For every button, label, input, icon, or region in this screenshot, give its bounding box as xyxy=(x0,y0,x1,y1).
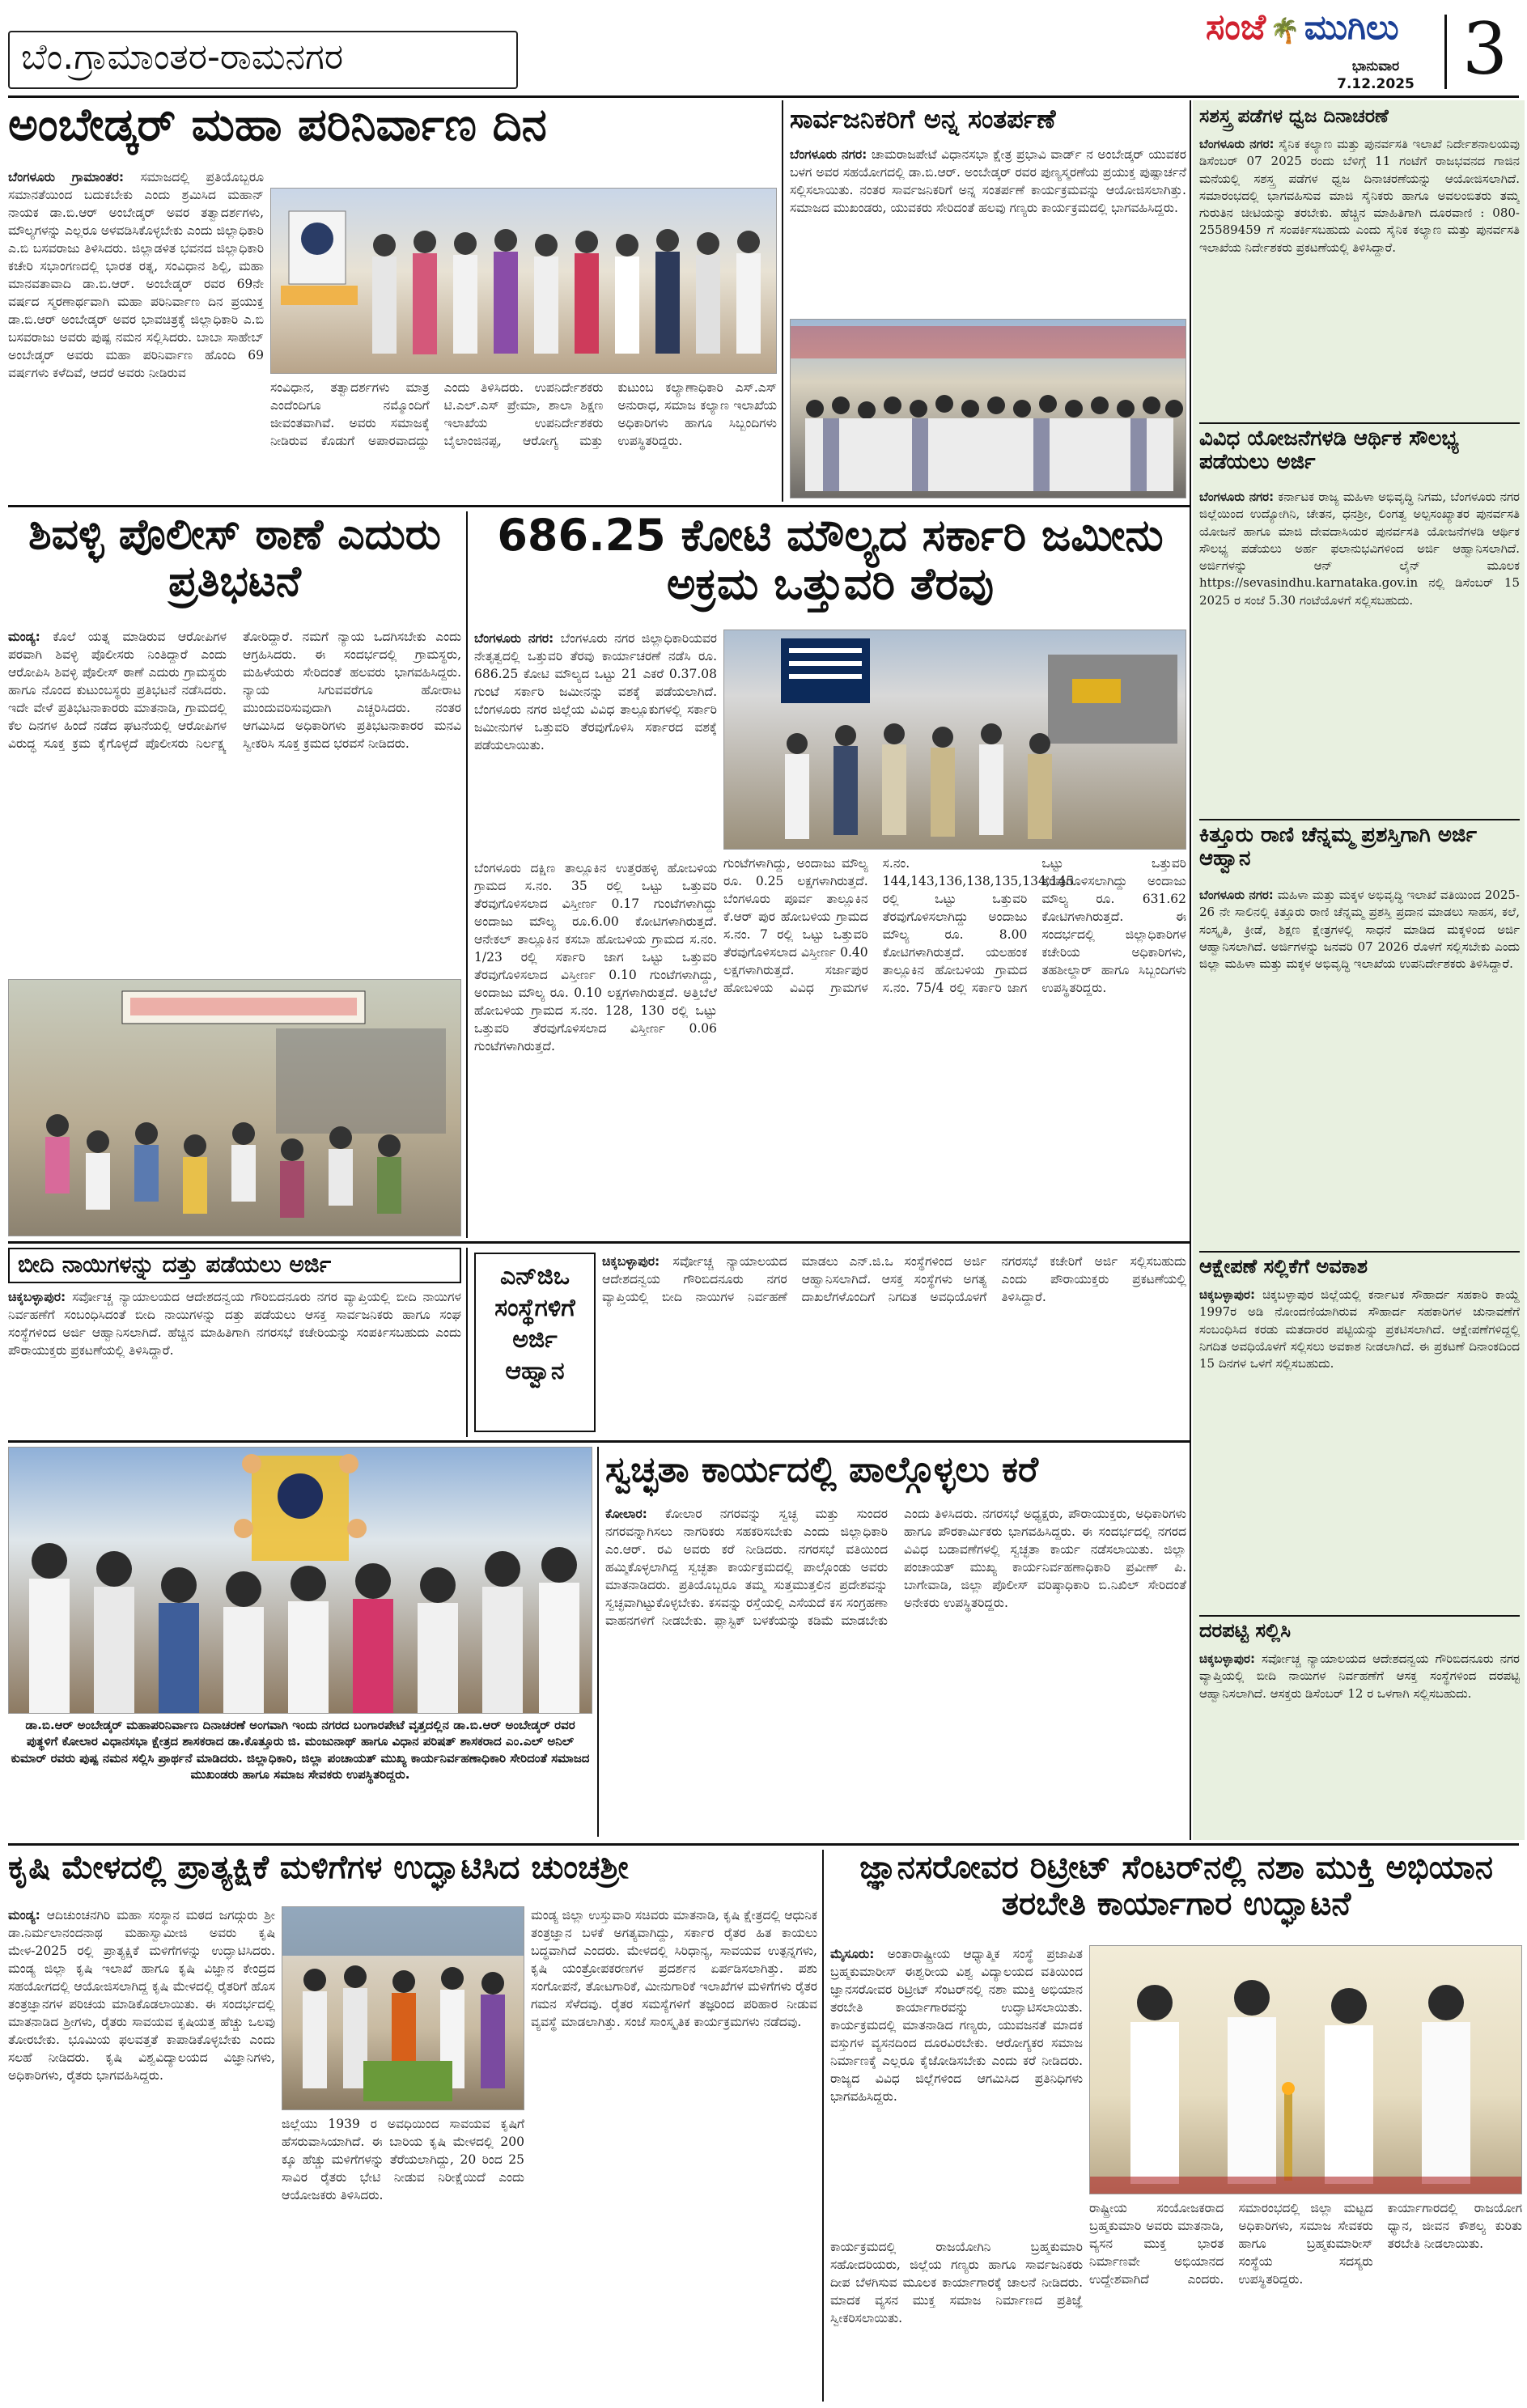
krishi-text-mid: ಜಿಲ್ಲೆಯು 1939 ರ ಅವಧಿಯಿಂದ ಸಾವಯವ ಕೃಷಿಗೆ ಹೆಸರುವಾಸಿಯಾಗಿದೆ. ಈ ಬಾರಿಯ ಕೃಷಿ ಮೇಳದಲ್ಲಿ 200 ಕ್ಕೂ ಹೆಚ್ಚು ಮಳಿಗೆಗಳನ್ನು ತೆರೆಯಲಾಗಿದ್ದು, 20 ರಿಂದ 25 ಸಾವಿರ ರೈತರು ಭೇಟಿ ನೀಡುವ ನಿರೀಕ್ಷೆಯಿದೆ ಎಂದು ಆಯೋಜಕರು ತಿಳಿಸಿದರು. xyxy=(282,2117,524,2202)
ambedkar-dateline: ಬೆಂಗಳೂರು ಗ್ರಾಮಾಂತರ: xyxy=(8,170,125,184)
anna-body xyxy=(790,146,1186,314)
chennamma-text: ಮಹಿಳಾ ಮತ್ತು ಮಕ್ಕಳ ಅಭಿವೃದ್ಧಿ ಇಲಾಖೆ ವತಿಯಿಂದ 2025-26 ನೇ ಸಾಲಿನಲ್ಲಿ ಕಿತ್ತೂರು ರಾಣಿ ಚೆನ್ನಮ್ಮ ಪ್ರಶಸ್ತಿ ಪ್ರದಾನ ಮಾಡಲು ಸಾಹಸ, ಕಲೆ, ಸಂಸ್ಕೃತಿ, ಕ್ರೀಡೆ, ಶಿಕ್ಷಣ ಕ್ಷೇತ್ರಗಳಲ್ಲಿ ಸಾಧನೆ ಮಾಡಿದ ಮಕ್ಕಳಿಂದ ಅರ್ಜಿ ಆಹ್ವಾನಿಸಲಾಗಿದೆ. ಅರ್ಜಿಗಳನ್ನು ಜನವರಿ 07 2026 ರೊಳಗೆ ಸಲ್ಲಿಸಬೇಕು ಎಂದು ಜಿಲ್ಲಾ ಮಹಿಳಾ ಮತ್ತು ಮಕ್ಕಳ ಅಭಿವೃದ್ಧಿ ಇಲಾಖೆಯ ಉಪನಿರ್ದೇಶಕರು ತಿಳಿಸಿದ್ದಾರೆ. xyxy=(1199,888,1520,972)
krishi-body-right xyxy=(531,1906,817,2402)
krishi-body-left xyxy=(8,1906,275,2402)
stray-headline-box xyxy=(8,1248,461,1283)
ngo-dateline: ಚಿಕ್ಕಬಳ್ಳಾಪುರ: xyxy=(602,1254,660,1269)
stray-dateline: ಚಿಕ್ಕಬಳ್ಳಾಪುರ: xyxy=(8,1290,66,1304)
ambedkar-photo-art xyxy=(271,189,777,374)
saplings-text: ಸರ್ವೋಚ್ಚ ನ್ಯಾಯಾಲಯದ ಆದೇಶದನ್ವಯ ಗೌರಿಬಿದನೂರು ನಗರ ವ್ಯಾಪ್ತಿಯಲ್ಲಿ ಬೀದಿ ನಾಯಿಗಳ ನಿರ್ವಹಣೆಗೆ ಆಸಕ್ತ ಸಂಸ್ಥೆಗಳಿಂದ ದರಪಟ್ಟಿ ಆಹ್ವಾನಿಸಲಾಗಿದೆ. ಆಸಕ್ತರು ಡಿಸೆಂಬರ್ 12 ರ ಒಳಗಾಗಿ ಸಲ್ಲಿಸಬಹುದು. xyxy=(1199,1651,1520,1701)
ambedkar-text-bottom: ಸಂವಿಧಾನ, ತತ್ವಾದರ್ಶಗಳು ಮಾತ್ರ ಎಂದೆಂದಿಗೂ ನಮ್ಮೊಂದಿಗೆ ಜೀವಂತವಾಗಿವೆ. ಅವರು ಸಮಾಜಕ್ಕೆ ನೀಡಿರುವ ಕೊಡುಗೆ ಅಪಾರವಾದದ್ದು ಎಂದು ತಿಳಿಸಿದರು. ಉಪನಿರ್ದೇಶಕರು ಟಿ.ಎಲ್.ಎಸ್ ಪ್ರೇಮಾ, ಶಾಲಾ ಶಿಕ್ಷಣ ಇಲಾಖೆಯ ಉಪನಿರ್ದೇಶಕರು ಬೈಲಾಂಜಿನಪ್ಪ, ಆರೋಗ್ಯ ಮತ್ತು ಕುಟುಂಬ ಕಲ್ಯಾಣಾಧಿಕಾರಿ ಎಸ್.ಎಸ್ ಅನುರಾಧ, ಸಮಾಜ ಕಲ್ಯಾಣ ಇಲಾಖೆಯ ಅಧಿಕಾರಿಗಳು ಹಾಗೂ ಸಿಬ್ಬಂದಿಗಳು ಉಪಸ್ಥಿತರಿದ್ದರು. xyxy=(270,380,777,448)
schemes-dateline: ಬೆಂಗಳೂರು ನಗರ: xyxy=(1199,490,1275,504)
retreat-text-bottom: ರಾಷ್ಟ್ರೀಯ ಸಂಯೋಜಕರಾದ ಬ್ರಹ್ಮಕುಮಾರಿ ಅವರು ಮಾತನಾಡಿ, ವ್ಯಸನ ಮುಕ್ತ ಭಾರತ ನಿರ್ಮಾಣವೇ ಅಭಿಯಾನದ ಉದ್ದೇಶವಾಗಿದೆ ಎಂದರು. ಸಮಾರಂಭದಲ್ಲಿ ಜಿಲ್ಲಾ ಮಟ್ಟದ ಅಧಿಕಾರಿಗಳು, ಸಮಾಜ ಸೇವಕರು ಹಾಗೂ ಬ್ರಹ್ಮಕುಮಾರೀಸ್ ಸಂಸ್ಥೆಯ ಸದಸ್ಯರು ಉಪಸ್ಥಿತರಿದ್ದರು. ಕಾರ್ಯಾಗಾರದಲ್ಲಿ ರಾಜಯೋಗ ಧ್ಯಾನ, ಜೀವನ ಕೌಶಲ್ಯ ಕುರಿತು ತರಬೇತಿ ನೀಡಲಾಯಿತು. xyxy=(1089,2201,1522,2287)
krishi-headline: ಕೃಷಿ ಮೇಳದಲ್ಲಿ ಪ್ರಾತ್ಯಕ್ಷಿಕೆ ಮಳಿಗೆಗಳ ಉದ್ಘಾಟಿಸಿದ ಚುಂಚಶ್ರೀ xyxy=(8,1850,629,1886)
flag-day-dateline: ಬೆಂಗಳೂರು ನಗರ: xyxy=(1199,137,1275,151)
shivalli-headline: ಶಿವಳ್ಳಿ ಪೊಲೀಸ್ ಠಾಣೆ ಎದುರು ಪ್ರತಿಭಟನೆ xyxy=(28,511,441,607)
land-site-photo xyxy=(723,630,1186,850)
land-headline: 686.25 ಕೋಟಿ ಮೌಲ್ಯದ ಸರ್ಕಾರಿ ಜಮೀನು ಅಕ್ರಮ ಒತ್ತುವರಿ ತೆರವು xyxy=(497,511,1164,610)
krishi-text-right: ಮಂಡ್ಯ ಜಿಲ್ಲಾ ಉಸ್ತುವಾರಿ ಸಚಿವರು ಮಾತನಾಡಿ, ಕೃಷಿ ಕ್ಷೇತ್ರದಲ್ಲಿ ಆಧುನಿಕ ತಂತ್ರಜ್ಞಾನ ಬಳಕೆ ಅಗತ್ಯವಾಗಿದ್ದು, ಸರ್ಕಾರ ರೈತರ ಹಿತ ಕಾಯಲು ಬದ್ಧವಾಗಿದೆ ಎಂದರು. ಮೇಳದಲ್ಲಿ ಸಿರಿಧಾನ್ಯ, ಸಾವಯವ ಉತ್ಪನ್ನಗಳು, ಕೃಷಿ ಯಂತ್ರೋಪಕರಣಗಳ ಪ್ರದರ್ಶನ ಏರ್ಪಡಿಸಲಾಗಿತ್ತು. ಪಶು ಸಂಗೋಪನೆ, ತೋಟಗಾರಿಕೆ, ಮೀನುಗಾರಿಕೆ ಇಲಾಖೆಗಳ ಮಳಿಗೆಗಳು ರೈತರ ಗಮನ ಸೆಳೆದವು. ರೈತರ ಸಮಸ್ಯೆಗಳಿಗೆ ತಜ್ಞರಿಂದ ಪರಿಹಾರ ನೀಡುವ ವ್ಯವಸ್ಥೆ ಮಾಡಲಾಗಿತ್ತು. ಸಂಜೆ ಸಾಂಸ್ಕೃತಿಕ ಕಾರ್ಯಕ್ರಮಗಳು ನಡೆದವು. xyxy=(531,1908,817,2029)
schemes-title: ವಿವಿಧ ಯೋಜನೆಗಳಡಿ ಆರ್ಥಿಕ ಸೌಲಭ್ಯ ಪಡೆಯಲು ಅರ್ಜಿ xyxy=(1199,427,1459,475)
retreat-dateline: ಮೈಸೂರು: xyxy=(830,1947,875,1961)
schemes-body xyxy=(1199,489,1520,816)
retreat-text-left: ಅಂತಾರಾಷ್ಟ್ರೀಯ ಆಧ್ಯಾತ್ಮಿಕ ಸಂಸ್ಥೆ ಪ್ರಜಾಪಿತ ಬ್ರಹ್ಮಕುಮಾರೀಸ್ ಈಶ್ವರೀಯ ವಿಶ್ವ ವಿದ್ಯಾಲಯದ ವತಿಯಿಂದ ಜ್ಞಾನಸರೋವರ ರಿಟ್ರೀಟ್ ಸೆಂಟರ್‌ನಲ್ಲಿ ನಶಾ ಮುಕ್ತಿ ಅಭಿಯಾನ ತರಬೇತಿ ಕಾರ್ಯಾಗಾರವನ್ನು ಉದ್ಘಾಟಿಸಲಾಯಿತು. ಕಾರ್ಯಕ್ರಮದಲ್ಲಿ ಮಾತನಾಡಿದ ಗಣ್ಯರು, ಯುವಜನತೆ ಮಾದಕ ವಸ್ತುಗಳ ವ್ಯಸನದಿಂದ ದೂರವಿರಬೇಕು. ಆರೋಗ್ಯಕರ ಸಮಾಜ ನಿರ್ಮಾಣಕ್ಕೆ ಎಲ್ಲರೂ ಕೈಜೋಡಿಸಬೇಕು ಎಂದು ಕರೆ ನೀಡಿದರು. ರಾಜ್ಯದ ವಿವಿಧ ಜಿಲ್ಲೆಗಳಿಂದ ಆಗಮಿಸಿದ ಪ್ರತಿನಿಧಿಗಳು ಭಾಗವಹಿಸಿದ್ದರು. xyxy=(830,1947,1083,2104)
kolar-body xyxy=(605,1505,1186,1837)
stray-body xyxy=(8,1288,461,1434)
retreat-body-left xyxy=(830,1945,1083,2233)
kolar-text: ಕೋಲಾರ ನಗರವನ್ನು ಸ್ವಚ್ಛ ಮತ್ತು ಸುಂದರ ನಗರವನ್ನಾಗಿಸಲು ನಾಗರಿಕರು ಸಹಕರಿಸಬೇಕು ಎಂದು ಜಿಲ್ಲಾಧಿಕಾರಿ ಎಂ.ಆರ್. ರವಿ ಅವರು ಕರೆ ನೀಡಿದರು. ನಗರಸಭೆ ವತಿಯಿಂದ ಹಮ್ಮಿಕೊಳ್ಳಲಾಗಿದ್ದ ಸ್ವಚ್ಛತಾ ಕಾರ್ಯಕ್ರಮದಲ್ಲಿ ಪಾಲ್ಗೊಂಡು ಅವರು ಮಾತನಾಡಿದರು. ಪ್ರತಿಯೊಬ್ಬರೂ ತಮ್ಮ ಸುತ್ತಮುತ್ತಲಿನ ಪ್ರದೇಶವನ್ನು ಸ್ವಚ್ಛವಾಗಿಟ್ಟುಕೊಳ್ಳಬೇಕು. ಕಸವನ್ನು ರಸ್ತೆಯಲ್ಲಿ ಎಸೆಯದೆ ಕಸ ಸಂಗ್ರಹಣಾ ವಾಹನಗಳಿಗೆ ನೀಡಬೇಕು. ಪ್ಲಾಸ್ಟಿಕ್ ಬಳಕೆಯನ್ನು ಕಡಿಮೆ ಮಾಡಬೇಕು ಎಂದು ತಿಳಿಸಿದರು. ನಗರಸಭೆ ಅಧ್ಯಕ್ಷರು, ಪೌರಾಯುಕ್ತರು, ಅಧಿಕಾರಿಗಳು ಹಾಗೂ ಪೌರಕಾರ್ಮಿಕರು ಭಾಗವಹಿಸಿದ್ದರು. ಈ ಸಂದರ್ಭದಲ್ಲಿ ನಗರದ ವಿವಿಧ ಬಡಾವಣೆಗಳಲ್ಲಿ ಸ್ವಚ್ಛತಾ ಕಾರ್ಯ ನಡೆಸಲಾಯಿತು. ಜಿಲ್ಲಾ ಪಂಚಾಯತ್ ಮುಖ್ಯ ಕಾರ್ಯನಿರ್ವಹಣಾಧಿಕಾರಿ ಪ್ರವೀಣ್ ಪಿ. ಬಾಗೇವಾಡಿ, ಜಿಲ್ಲಾ ಪೊಲೀಸ್ ವರಿಷ್ಠಾಧಿಕಾರಿ ಬಿ.ನಿಖಿಲ್ ಸೇರಿದಂತೆ ಅನೇಕರು ಉಪಸ್ಥಿತರಿದ್ದರು. xyxy=(605,1507,1186,1628)
shivalli-text: ಕೊಲೆ ಯತ್ನ ಮಾಡಿರುವ ಆರೋಪಿಗಳ ಪರವಾಗಿ ಶಿವಳ್ಳಿ ಪೊಲೀಸರು ನಿಂತಿದ್ದಾರೆ ಎಂದು ಆರೋಪಿಸಿ ಶಿವಳ್ಳಿ ಪೊಲೀಸ್ ಠಾಣೆ ಎದುರು ಗ್ರಾಮಸ್ಥರು ಹಾಗೂ ನೊಂದ ಕುಟುಂಬಸ್ಥರು ಪ್ರತಿಭಟನೆ ನಡೆಸಿದರು. ಇದೇ ವೇಳೆ ಪ್ರತಿಭಟನಾಕಾರರು ಮಾತನಾಡಿ, ಗ್ರಾಮದಲ್ಲಿ ಕೆಲ ದಿನಗಳ ಹಿಂದೆ ನಡೆದ ಘಟನೆಯಲ್ಲಿ ಆರೋಪಿಗಳ ವಿರುದ್ಧ ಸೂಕ್ತ ಕ್ರಮ ಕೈಗೊಳ್ಳದೆ ಪೊಲೀಸರು ನಿರ್ಲಕ್ಷ್ಯ ತೋರಿದ್ದಾರೆ. ನಮಗೆ ನ್ಯಾಯ ಒದಗಿಸಬೇಕು ಎಂದು ಆಗ್ರಹಿಸಿದರು. ಈ ಸಂದರ್ಭದಲ್ಲಿ ಗ್ರಾಮಸ್ಥರು, ಮಹಿಳೆಯರು ಸೇರಿದಂತೆ ಹಲವರು ಭಾಗವಹಿಸಿದ್ದರು. ನ್ಯಾಯ ಸಿಗುವವರೆಗೂ ಹೋರಾಟ ಮುಂದುವರಿಸುವುದಾಗಿ ಎಚ್ಚರಿಸಿದರು. ನಂತರ ಆಗಮಿಸಿದ ಅಧಿಕಾರಿಗಳು ಪ್ರತಿಭಟನಾಕಾರರ ಮನವಿ ಸ್ವೀಕರಿಸಿ ಸೂಕ್ತ ಕ್ರಮದ ಭರವಸೆ ನೀಡಿದರು. xyxy=(8,630,461,751)
shivalli-body xyxy=(8,628,461,974)
kolar-headline: ಸ್ವಚ್ಛತಾ ಕಾರ್ಯದಲ್ಲಿ ಪಾಲ್ಗೊಳ್ಳಲು ಕರೆ xyxy=(605,1450,1039,1490)
palm-icon: 🌴 xyxy=(1270,17,1300,45)
stray-headline: ಬೀದಿ ನಾಯಿಗಳನ್ನು ದತ್ತು ಪಡೆಯಲು ಅರ್ಜಿ xyxy=(18,1251,332,1278)
land-body-left2: ಬೆಂಗಳೂರು ದಕ್ಷಿಣ ತಾಲ್ಲೂಕಿನ ಉತ್ತರಹಳ್ಳಿ ಹೋಬಳಿಯ ಗ್ರಾಮದ ಸ.ನಂ. 35 ರಲ್ಲಿ ಒಟ್ಟು ಒತ್ತುವರಿ ತೆರವುಗೊಳಿಸಲಾದ ವಿಸ್ತೀರ್ಣ 0.17 ಗುಂಟೆಗಳಾಗಿದ್ದು ಅಂದಾಜು ಮೌಲ್ಯ ರೂ.6.00 ಕೋಟಿಗಳಾಗಿರುತ್ತದೆ. ಆನೇಕಲ್ ತಾಲ್ಲೂಕಿನ ಕಸಬಾ ಹೋಬಳಿಯ ಗ್ರಾಮದ ಸ.ನಂ. 1/23 ರಲ್ಲಿ ಸರ್ಕಾರಿ ಜಾಗ ಒಟ್ಟು ಒತ್ತುವರಿ ತೆರವುಗೊಳಿಸಲಾದ ವಿಸ್ತೀರ್ಣ 0.10 ಗುಂಟೆಗಳಾಗಿದ್ದು, ಅಂದಾಜು ಮೌಲ್ಯ ರೂ. 0.10 ಲಕ್ಷಗಳಾಗಿರುತ್ತದೆ. ಅತ್ತಿಬೆಲೆ ಹೋಬಳಿಯ ಗ್ರಾಮದ ಸ.ನಂ. 128, 130 ರಲ್ಲಿ ಒಟ್ಟು ಒತ್ತುವರಿ ತೆರವುಗೊಳಿಸಲಾದ ವಿಸ್ತೀರ್ಣ 0.06 ಗುಂಟೆಗಳಾಗಿರುತ್ತದೆ. xyxy=(474,861,717,1054)
schemes-text: ಕರ್ನಾಟಕ ರಾಜ್ಯ ಮಹಿಳಾ ಅಭಿವೃದ್ಧಿ ನಿಗಮ, ಬೆಂಗಳೂರು ನಗರ ಜಿಲ್ಲೆಯಿಂದ ಉದ್ಯೋಗಿನಿ, ಚೇತನ, ಧನಶ್ರೀ, ಲಿಂಗತ್ವ ಅಲ್ಪಸಂಖ್ಯಾತರ ಪುನರ್ವಸತಿ ಯೋಜನೆ ಹಾಗೂ ಮಾಜಿ ದೇವದಾಸಿಯರ ಪುನರ್ವಸತಿ ಯೋಜನೆಗಳಡಿ ಆರ್ಥಿಕ ಸೌಲಭ್ಯ ಪಡೆಯಲು ಅರ್ಹ ಫಲಾನುಭವಿಗಳಿಂದ ಅರ್ಜಿ ಆಹ್ವಾನಿಸಲಾಗಿದೆ. ಅರ್ಜಿಗಳನ್ನು ಆನ್ ಲೈನ್ ಮೂಲಕ https://sevasindhu.karnataka.gov.in ನಲ್ಲಿ ಡಿಸೆಂಬರ್ 15 2025 ರ ಸಂಜೆ 5.30 ಗಂಟೆಯೊಳಗೆ ಸಲ್ಲಿಸಬಹುದು. xyxy=(1199,490,1520,608)
anna-photo-art xyxy=(791,320,1186,498)
section-label-box xyxy=(8,31,518,89)
section-label: ಬೆಂ.ಗ್ರಾಮಾಂತರ-ರಾಮನಗರ xyxy=(21,36,344,78)
ngo-headline: ಎನ್‌ಜಿಒ ಸಂಸ್ಥೆಗಳಿಗೆ ಅರ್ಜಿ ಆಹ್ವಾನ xyxy=(494,1262,575,1385)
ngo-headline-box xyxy=(474,1253,596,1432)
saplings-title: ದರಪಟ್ಟಿ ಸಲ್ಲಿಸಿ xyxy=(1199,1620,1291,1642)
masthead-logo xyxy=(1206,6,1440,63)
flag-day-body xyxy=(1199,136,1520,419)
ambedkar-body-bottom xyxy=(270,379,777,502)
objection-title: ಆಕ್ಷೇಪಣೆ ಸಲ್ಲಿಕೆಗೆ ಅವಕಾಶ xyxy=(1199,1256,1368,1278)
kolar-tribute-photo xyxy=(8,1447,592,1714)
objection-text: ಚಿಕ್ಕಬಳ್ಳಾಪುರ ಜಿಲ್ಲೆಯಲ್ಲಿ ಕರ್ನಾಟಕ ಸೌಹಾರ್ದ ಸಹಕಾರಿ ಕಾಯ್ದೆ 1997ರ ಅಡಿ ನೋಂದಣಿಯಾಗಿರುವ ಸೌಹಾರ್ದ ಸಹಕಾರಿಗಳ ಚುನಾವಣೆಗೆ ಸಂಬಂಧಿಸಿದ ಕರಡು ಮತದಾರರ ಪಟ್ಟಿಯನ್ನು ಪ್ರಕಟಿಸಲಾಗಿದೆ. ಆಕ್ಷೇಪಣೆಗಳಿದ್ದಲ್ಲಿ ನಿಗದಿತ ಅವಧಿಯೊಳಗೆ ಸಲ್ಲಿಸಲು ಅವಕಾಶ ನೀಡಲಾಗಿದೆ. ಈ ಪ್ರಕಟಣೆ ದಿನಾಂಕದಿಂದ 15 ದಿನಗಳ ಒಳಗೆ ಸಲ್ಲಿಸಬಹುದು. xyxy=(1199,1287,1520,1371)
ambedkar-headline: ಅಂಬೇಡ್ಕರ್ ಮಹಾ ಪರಿನಿರ್ವಾಣ ದಿನ xyxy=(8,100,547,151)
chennamma-body xyxy=(1199,887,1520,1246)
anna-headline: ಸಾರ್ವಜನಿಕರಿಗೆ ಅನ್ನ ಸಂತರ್ಪಣೆ xyxy=(790,105,1056,134)
saplings-body xyxy=(1199,1651,1520,1837)
ngo-text: ಸರ್ವೋಚ್ಚ ನ್ಯಾಯಾಲಯದ ಆದೇಶದನ್ವಯ ಗೌರಿಬಿದನೂರು ನಗರ ವ್ಯಾಪ್ತಿಯಲ್ಲಿ ಬೀದಿ ನಾಯಿಗಳ ನಿರ್ವಹಣೆ ಮಾಡಲು ಎನ್.ಜಿ.ಒ ಸಂಸ್ಥೆಗಳಿಂದ ಅರ್ಜಿ ಆಹ್ವಾನಿಸಲಾಗಿದೆ. ಆಸಕ್ತ ಸಂಸ್ಥೆಗಳು ಅಗತ್ಯ ದಾಖಲೆಗಳೊಂದಿಗೆ ನಿಗದಿತ ಅವಧಿಯೊಳಗೆ ನಗರಸಭೆ ಕಚೇರಿಗೆ ಅರ್ಜಿ ಸಲ್ಲಿಸಬಹುದು ಎಂದು ಪೌರಾಯುಕ್ತರು ಪ್ರಕಟಣೆಯಲ್ಲಿ ತಿಳಿಸಿದ್ದಾರೆ. xyxy=(602,1254,1186,1304)
page-number: 3 xyxy=(1462,7,1508,91)
shivalli-dateline: ಮಂಡ್ಯ: xyxy=(8,630,40,644)
anna-group-photo xyxy=(790,319,1186,498)
land-text-top: ಬೆಂಗಳೂರು ನಗರ ಜಿಲ್ಲಾಧಿಕಾರಿಯವರ ನೇತೃತ್ವದಲ್ಲಿ ಒತ್ತುವರಿ ತೆರವು ಕಾರ್ಯಾಚರಣೆ ನಡೆಸಿ ರೂ. 686.25 ಕೋಟಿ ಮೌಲ್ಯದ ಒಟ್ಟು 21 ಎಕರೆ 0.37.08 ಗುಂಟೆ ಸರ್ಕಾರಿ ಜಮೀನನ್ನು ವಶಕ್ಕೆ ಪಡೆಯಲಾಗಿದೆ. ಬೆಂಗಳೂರು ನಗರ ಜಿಲ್ಲೆಯ ವಿವಿಧ ತಾಲ್ಲೂಕುಗಳಲ್ಲಿ ಸರ್ಕಾರಿ ಜಮೀನುಗಳ ಒತ್ತುವರಿ ತೆರವುಗೊಳಿಸಿ ಸರ್ಕಾರದ ವಶಕ್ಕೆ ಪಡೆಯಲಾಯಿತು. xyxy=(474,631,717,752)
ambedkar-group-photo xyxy=(270,188,777,374)
kolar-dateline: ಕೋಲಾರ: xyxy=(605,1507,647,1521)
anna-text: ಚಾಮರಾಜಪೇಟೆ ವಿಧಾನಸಭಾ ಕ್ಷೇತ್ರ ಪ್ರಭಾವಿ ವಾರ್ಡ್ ನ ಅಂಬೇಡ್ಕರ್ ಯುವಕರ ಬಳಗ ಅವರ ಸಹಯೋಗದಲ್ಲಿ ಡಾ.ಬಿ.ಆರ್. ಅಂಬೇಡ್ಕರ್ ರವರ ಪುಣ್ಯಸ್ಮರಣೆಯ ಪ್ರಯುಕ್ತ ಪುಷ್ಪಾರ್ಚನೆ ಸಲ್ಲಿಸಲಾಯಿತು. ನಂತರ ಸಾರ್ವಜನಿಕರಿಗೆ ಅನ್ನ ಸಂತರ್ಪಣೆ ಕಾರ್ಯಕ್ರಮವನ್ನು ಆಯೋಜಿಸಲಾಗಿತ್ತು. ಸಮಾಜದ ಮುಖಂಡರು, ಯುವಕರು ಸೇರಿದಂತೆ ಹಲವು ಗಣ್ಯರು ಕಾರ್ಯಕ್ರಮದಲ್ಲಿ ಭಾಗವಹಿಸಿದ್ದರು. xyxy=(790,147,1186,215)
kolar-caption-text: ಡಾ.ಬಿ.ಆರ್ ಅಂಬೇಡ್ಕರ್ ಮಹಾಪರಿನಿರ್ವಾಣ ದಿನಾಚರಣೆ ಅಂಗವಾಗಿ ಇಂದು ನಗರದ ಬಂಗಾರಪೇಟೆ ವೃತ್ತದಲ್ಲಿನ ಡಾ.ಬಿ.ಆರ್ ಅಂಬೇಡ್ಕರ್ ರವರ ಪುತ್ಥಳಿಗೆ ಕೋಲಾರ ವಿಧಾನಸಭಾ ಕ್ಷೇತ್ರದ ಶಾಸಕರಾದ ಡಾ.ಕೊತ್ತೂರು ಜಿ. ಮಂಜುನಾಥ್ ಹಾಗೂ ವಿಧಾನ ಪರಿಷತ್ ಶಾಸಕರಾದ ಎಂ.ಎಲ್ ಅನಿಲ್ ಕುಮಾರ್ ರವರು ಪುಷ್ಪ ನಮನ ಸಲ್ಲಿಸಿ ಪ್ರಾರ್ಥನೆ ಮಾಡಿದರು. ಜಿಲ್ಲಾಧಿಕಾರಿ, ಜಿಲ್ಲಾ ಪಂಚಾಯತ್ ಮುಖ್ಯ ಕಾರ್ಯನಿರ್ವಹಣಾಧಿಕಾರಿ ಸೇರಿದಂತೆ ಸಮಾಜದ ಮುಖಂಡರು ಹಾಗೂ ಸಮಾಜ ಸೇವಕರು ಉಪಸ್ಥಿತರಿದ್ದರು. xyxy=(11,1718,590,1782)
flag-day-text: ಸೈನಿಕ ಕಲ್ಯಾಣ ಮತ್ತು ಪುನರ್ವಸತಿ ಇಲಾಖೆ ನಿರ್ದೇಶನಾಲಯವು ಡಿಸೆಂಬರ್ 07 2025 ರಂದು ಬೆಳಿಗ್ಗೆ 11 ಗಂಟೆಗೆ ರಾಜಭವನದ ಗಾಜಿನ ಮನೆಯಲ್ಲಿ ಸಶಸ್ತ್ರ ಪಡೆಗಳ ಧ್ವಜ ದಿನಾಚರಣೆಯನ್ನು ಆಯೋಜಿಸಲಾಗಿದೆ. ಸಮಾರಂಭದಲ್ಲಿ ಭಾಗವಹಿಸುವ ಮಾಜಿ ಸೈನಿಕರು ಹಾಗೂ ಅವಲಂಬಿತರು ತಮ್ಮ ಗುರುತಿನ ಚೀಟಿಯನ್ನು ತರಬೇಕು. ಹೆಚ್ಚಿನ ಮಾಹಿತಿಗಾಗಿ ದೂರವಾಣಿ : 080-25589459 ಗೆ ಸಂಪರ್ಕಿಸಬಹುದು ಎಂದು ಸೈನಿಕ ಕಲ್ಯಾಣ ಮತ್ತು ಪುನರ್ವಸತಿ ಇಲಾಖೆಯ ನಿರ್ದೇಶಕರು ಪ್ರಕಟಣೆಯಲ್ಲಿ ತಿಳಿಸಿದ್ದಾರೆ. xyxy=(1199,137,1520,255)
krishi-text-left: ಆದಿಚುಂಚನಗಿರಿ ಮಹಾ ಸಂಸ್ಥಾನ ಮಠದ ಜಗದ್ಗುರು ಶ್ರೀ ಡಾ.ನಿರ್ಮಲಾನಂದನಾಥ ಮಹಾಸ್ವಾಮೀಜಿ ಅವರು ಕೃಷಿ ಮೇಳ-2025 ರಲ್ಲಿ ಪ್ರಾತ್ಯಕ್ಷಿಕೆ ಮಳಿಗೆಗಳನ್ನು ಉದ್ಘಾಟಿಸಿದರು. ಮಂಡ್ಯ ಜಿಲ್ಲಾ ಕೃಷಿ ಇಲಾಖೆ ಹಾಗೂ ಕೃಷಿ ವಿಜ್ಞಾನ ಕೇಂದ್ರದ ಸಹಯೋಗದಲ್ಲಿ ಆಯೋಜಿಸಲಾಗಿದ್ದ ಕೃಷಿ ಮೇಳದಲ್ಲಿ ರೈತರಿಗೆ ಹೊಸ ತಂತ್ರಜ್ಞಾನಗಳ ಪರಿಚಯ ಮಾಡಿಕೊಡಲಾಯಿತು. ಈ ಸಂದರ್ಭದಲ್ಲಿ ಮಾತನಾಡಿದ ಶ್ರೀಗಳು, ರೈತರು ಸಾವಯವ ಕೃಷಿಯತ್ತ ಹೆಚ್ಚು ಒಲವು ತೋರಬೇಕು. ಭೂಮಿಯ ಫಲವತ್ತತೆ ಕಾಪಾಡಿಕೊಳ್ಳಬೇಕು ಎಂದು ಸಲಹೆ ನೀಡಿದರು. ಕೃಷಿ ವಿಶ್ವವಿದ್ಯಾಲಯದ ವಿಜ್ಞಾನಿಗಳು, ಅಧಿಕಾರಿಗಳು, ರೈತರು ಭಾಗವಹಿಸಿದ್ದರು. xyxy=(8,1908,275,2083)
retreat-photo-art xyxy=(1090,1946,1522,2194)
land-text-bottom: ಗುಂಟೆಗಳಾಗಿದ್ದು, ಅಂದಾಜು ಮೌಲ್ಯ ರೂ. 0.25 ಲಕ್ಷಗಳಾಗಿರುತ್ತದೆ. ಬೆಂಗಳೂರು ಪೂರ್ವ ತಾಲ್ಲೂಕಿನ ಕೆ.ಆರ್ ಪುರ ಹೋಬಳಿಯ ಗ್ರಾಮದ ಸ.ನಂ. 7 ರಲ್ಲಿ ಒಟ್ಟು ಒತ್ತುವರಿ ತೆರವುಗೊಳಿಸಲಾದ ವಿಸ್ತೀರ್ಣ 0.40 ಲಕ್ಷಗಳಾಗಿರುತ್ತದೆ. ಸರ್ಜಾಪುರ ಹೋಬಳಿಯ ವಿವಿಧ ಗ್ರಾಮಗಳ ಸ.ನಂ. 144,143,136,138,135,134,145 ರಲ್ಲಿ ಒಟ್ಟು ಒತ್ತುವರಿ ತೆರವುಗೊಳಿಸಲಾಗಿದ್ದು ಅಂದಾಜು ಮೌಲ್ಯ ರೂ. 8.00 ಕೋಟಿಗಳಾಗಿರುತ್ತದೆ. ಯಲಹಂಕ ತಾಲ್ಲೂಕಿನ ಹೋಬಳಿಯ ಗ್ರಾಮದ ಸ.ನಂ. 75/4 ರಲ್ಲಿ ಸರ್ಕಾರಿ ಜಾಗ ಒಟ್ಟು ಒತ್ತುವರಿ ತೆರವುಗೊಳಿಸಲಾಗಿದ್ದು ಅಂದಾಜು ಮೌಲ್ಯ ರೂ. 631.62 ಕೋಟಿಗಳಾಗಿರುತ್ತದೆ. ಈ ಸಂದರ್ಭದಲ್ಲಿ ಜಿಲ್ಲಾಧಿಕಾರಿಗಳ ಕಚೇರಿಯ ಅಧಿಕಾರಿಗಳು, ತಹಶೀಲ್ದಾರ್ ಹಾಗೂ ಸಿಬ್ಬಂದಿಗಳು ಉಪಸ್ಥಿತರಿದ್ದರು. xyxy=(723,856,1186,995)
masthead-day: ಭಾನುವಾರ xyxy=(1351,58,1400,74)
logo-sanje: ಸಂಜೆ xyxy=(1206,6,1266,48)
retreat-headline: ಜ್ಞಾನಸರೋವರ ರಿಟ್ರೀಟ್ ಸೆಂಟರ್‌ನಲ್ಲಿ ನಶಾ ಮುಕ್ತಿ ಅಭಿಯಾನ ತರಬೇತಿ ಕಾರ್ಯಾಗಾರ ಉದ್ಘಾಟನೆ xyxy=(859,1850,1493,1923)
krishi-body-mid xyxy=(282,2115,524,2402)
retreat-lamp-photo xyxy=(1089,1945,1522,2194)
stray-text: ಸರ್ವೋಚ್ಚ ನ್ಯಾಯಾಲಯದ ಆದೇಶದನ್ವಯ ಗೌರಿಬಿದನೂರು ನಗರ ವ್ಯಾಪ್ತಿಯಲ್ಲಿ ಬೀದಿ ನಾಯಿಗಳ ನಿರ್ವಹಣೆಗೆ ಸಂಬಂಧಿಸಿದಂತೆ ಬೀದಿ ನಾಯಿಗಳನ್ನು ದತ್ತು ಪಡೆಯಲು ಆಸಕ್ತ ಸಾರ್ವಜನಿಕರು ಹಾಗೂ ಸಂಘ ಸಂಸ್ಥೆಗಳಿಂದ ಅರ್ಜಿ ಆಹ್ವಾನಿಸಲಾಗಿದೆ. ಹೆಚ್ಚಿನ ಮಾಹಿತಿಗಾಗಿ ನಗರಸಭೆ ಕಚೇರಿಯನ್ನು ಸಂಪರ್ಕಿಸಬಹುದು ಎಂದು ಪೌರಾಯುಕ್ತರು ಪ್ರಕಟಣೆಯಲ್ಲಿ ತಿಳಿಸಿದ್ದಾರೆ. xyxy=(8,1290,461,1358)
land-photo-art xyxy=(724,630,1186,850)
krishi-inauguration-photo xyxy=(282,1906,524,2110)
krishi-dateline: ಮಂಡ್ಯ: xyxy=(8,1908,40,1923)
ngo-body xyxy=(602,1253,1186,1432)
kolar-photo-art xyxy=(9,1448,592,1714)
saplings-dateline: ಚಿಕ್ಕಬಳ್ಳಾಪುರ: xyxy=(1199,1651,1255,1666)
chennamma-title: ಕಿತ್ತೂರು ರಾಣಿ ಚೆನ್ನಮ್ಮ ಪ್ರಶಸ್ತಿಗಾಗಿ ಅರ್ಜಿ ಆಹ್ವಾನ xyxy=(1199,824,1477,871)
objection-dateline: ಚಿಕ್ಕಬಳ್ಳಾಪುರ: xyxy=(1199,1287,1255,1302)
land-body-bottom xyxy=(723,854,1186,1238)
ambedkar-body xyxy=(8,168,264,502)
retreat-body-left2: ಕಾರ್ಯಕ್ರಮದಲ್ಲಿ ರಾಜಯೋಗಿನಿ ಬ್ರಹ್ಮಕುಮಾರಿ ಸಹೋದರಿಯರು, ಜಿಲ್ಲೆಯ ಗಣ್ಯರು ಹಾಗೂ ಸಾರ್ವಜನಿಕರು ದೀಪ ಬೆಳಗಿಸುವ ಮೂಲಕ ಕಾರ್ಯಾಗಾರಕ್ಕೆ ಚಾಲನೆ ನೀಡಿದರು. ಮಾದಕ ವ್ಯಸನ ಮುಕ್ತ ಸಮಾಜ ನಿರ್ಮಾಣದ ಪ್ರತಿಜ್ಞೆ ಸ್ವೀಕರಿಸಲಾಯಿತು. xyxy=(830,2240,1083,2325)
shivalli-protest-photo xyxy=(8,979,461,1236)
shivalli-photo-art xyxy=(9,980,461,1236)
krishi-photo-art xyxy=(282,1907,524,2110)
masthead-date: 7.12.2025 xyxy=(1337,76,1415,92)
kolar-photo-caption xyxy=(8,1717,592,1837)
land-dateline: ಬೆಂಗಳೂರು ನಗರ: xyxy=(474,631,554,646)
retreat-body-bottom xyxy=(1089,2199,1522,2402)
land-body-top xyxy=(474,630,717,856)
chennamma-dateline: ಬೆಂಗಳೂರು ನಗರ: xyxy=(1199,888,1274,902)
flag-day-title: ಸಶಸ್ತ್ರ ಪಡೆಗಳ ಧ್ವಜ ದಿನಾಚರಣೆ xyxy=(1199,107,1389,127)
anna-dateline: ಬೆಂಗಳೂರು ನಗರ: xyxy=(790,147,867,162)
logo-mugilu: ಮುಗಿಲು xyxy=(1304,7,1399,47)
ambedkar-text-left: ಸಮಾಜದಲ್ಲಿ ಪ್ರತಿಯೊಬ್ಬರೂ ಸಮಾನತೆಯಿಂದ ಬದುಕಬೇಕು ಎಂದು ಶ್ರಮಿಸಿದ ಮಹಾನ್ ನಾಯಕ ಡಾ.ಬಿ.ಆರ್ ಅಂಬೇಡ್ಕರ್ ಅವರ ತತ್ವಾದರ್ಶಗಳು, ಮೌಲ್ಯಗಳನ್ನು ಎಲ್ಲರೂ ಅಳವಡಿಸಿಕೊಳ್ಳಬೇಕು ಎಂದು ಜಿಲ್ಲಾಧಿಕಾರಿ ಎ.ಬಿ ಬಸವರಾಜು ತಿಳಿಸಿದರು. ಜಿಲ್ಲಾಡಳಿತ ಭವನದ ಜಿಲ್ಲಾಧಿಕಾರಿ ಕಚೇರಿ ಸಭಾಂಗಣದಲ್ಲಿ ಭಾರತ ರತ್ನ, ಸಂವಿಧಾನ ಶಿಲ್ಪಿ, ಮಹಾ ಮಾನವತಾವಾದಿ ಡಾ.ಬಿ.ಆರ್. ಅಂಬೇಡ್ಕರ್ ರವರ 69ನೇ ವರ್ಷದ ಸ್ಮರಣಾರ್ಥವಾಗಿ ಮಹಾ ಪರಿನಿರ್ವಾಣ ದಿನ ಪ್ರಯುಕ್ತ ಡಾ.ಬಿ.ಆರ್ ಅಂಬೇಡ್ಕರ್ ಅವರ ಭಾವಚಿತ್ರಕ್ಕೆ ಜಿಲ್ಲಾಧಿಕಾರಿ ಎ.ಬಿ ಬಸವರಾಜು ಅವರು ಪುಷ್ಪ ನಮನ ಸಲ್ಲಿಸಿದರು. ಬಾಬಾ ಸಾಹೇಬ್ ಅಂಬೇಡ್ಕರ್ ಅವರು ಮಹಾ ಪರಿನಿರ್ವಾಣ ಹೊಂದಿ 69 ವರ್ಷಗಳು ಕಳೆದಿವೆ, ಆದರೆ ಅವರು ನೀಡಿರುವ xyxy=(8,170,264,380)
objection-body xyxy=(1199,1287,1520,1612)
